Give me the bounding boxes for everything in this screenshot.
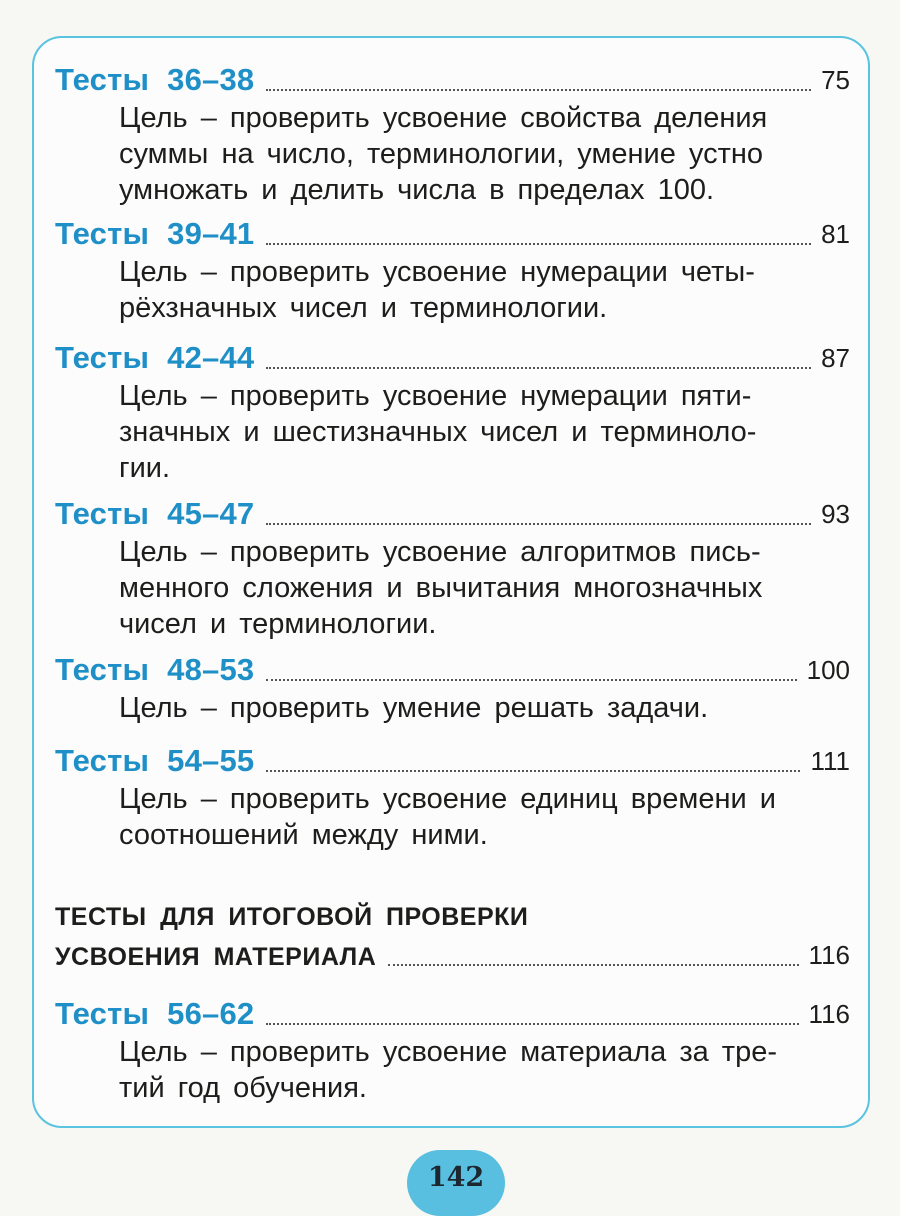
dot-leader: [266, 678, 796, 681]
final-section[interactable]: [55, 900, 850, 975]
toc-entry-description: Цель – проверить усвоение единиц времени и соотношений между ними.: [119, 783, 776, 851]
toc-entry-header: [55, 330, 850, 378]
toc-entry-description: Цель – проверить усвоение нумерации пяти- значных и шестизначных чисел и терминоло- гии.: [119, 380, 757, 484]
toc-entry-label: Тесты 42–44: [55, 340, 255, 375]
toc-entry[interactable]: [55, 733, 850, 853]
toc-entry-header: [55, 486, 850, 534]
toc-entry-header: [55, 206, 850, 254]
toc-entry-page: 75: [821, 65, 850, 95]
page-number-badge: [407, 1150, 505, 1216]
toc-entry-description: Цель – проверить усвоение материала за тре- тий год обучения.: [119, 1036, 778, 1104]
toc-entry-page: 93: [821, 499, 850, 529]
toc-entry-page: 81: [821, 219, 850, 249]
toc-entry-description: Цель – проверить усвоение алгоритмов пись- менного сложения и вычитания многозначных чисел и терминологии.: [119, 536, 763, 640]
dot-leader: [266, 366, 811, 369]
toc-entry[interactable]: [55, 642, 850, 726]
toc-entry-page: 87: [821, 343, 850, 373]
toc-entry-label: Тесты 54–55: [55, 743, 255, 778]
toc-entry-description: Цель – проверить усвоение свойства деления суммы на число, терминологии, умение устно умножать и делить числа в пределах 100.: [119, 102, 768, 206]
toc-entry-header: [55, 733, 850, 781]
toc-entry[interactable]: [55, 986, 850, 1106]
dot-leader: [266, 769, 800, 772]
toc-entry-header: [55, 986, 850, 1034]
final-section-row: [55, 935, 850, 975]
final-section-page: 116: [808, 940, 850, 970]
toc-entry-page: 111: [810, 746, 850, 776]
dot-leader: [266, 522, 811, 525]
toc-entry-header: [55, 642, 850, 690]
toc-entry-label: Тесты 45–47: [55, 496, 255, 531]
final-section-title-line2: УСВОЕНИЯ МАТЕРИАЛА: [55, 943, 377, 971]
toc-entry[interactable]: [55, 330, 850, 486]
toc-entry-label: Тесты 56–62: [55, 996, 255, 1031]
final-section-title-line1: ТЕСТЫ ДЛЯ ИТОГОВОЙ ПРОВЕРКИ: [55, 903, 529, 931]
toc-entry-description: Цель – проверить умение решать задачи.: [119, 692, 709, 724]
page-number: 142: [427, 1162, 485, 1193]
toc-entry-header: [55, 52, 850, 100]
toc-entry[interactable]: [55, 486, 850, 642]
toc-entry-page: 100: [806, 655, 850, 685]
dot-leader: [266, 1022, 798, 1025]
toc-entry-description: Цель – проверить усвоение нумерации четы- рёхзначных чисел и терминологии.: [119, 256, 755, 324]
dot-leader: [266, 242, 811, 245]
toc-entry-page: 116: [808, 999, 850, 1029]
toc-entry-label: Тесты 48–53: [55, 652, 255, 687]
toc-entry[interactable]: [55, 52, 850, 208]
dot-leader: [266, 88, 811, 91]
toc-entry-label: Тесты 39–41: [55, 216, 255, 251]
toc-entry[interactable]: [55, 206, 850, 326]
dot-leader: [388, 963, 798, 966]
toc-entry-label: Тесты 36–38: [55, 62, 255, 97]
